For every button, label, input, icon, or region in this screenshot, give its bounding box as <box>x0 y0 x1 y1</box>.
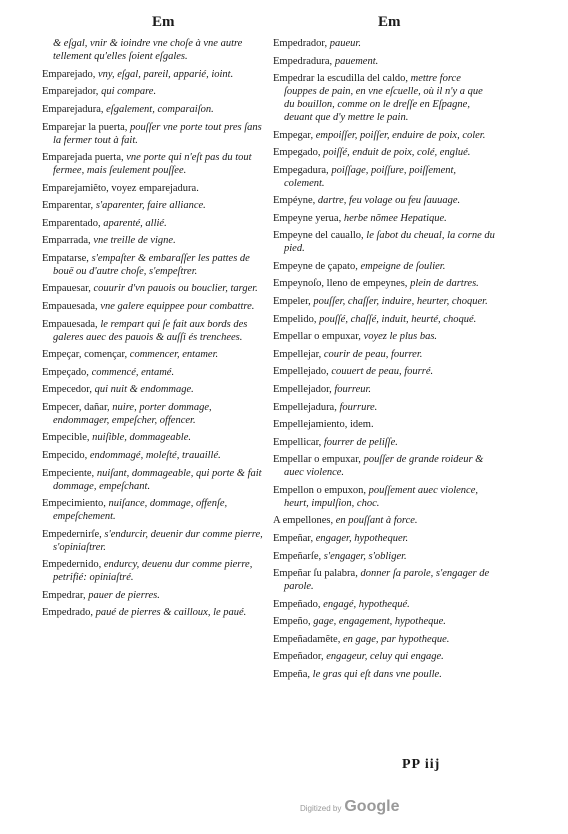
entry-definition: gage, engagement, hypotheque. <box>313 616 446 628</box>
entry-headword: Empellejado, <box>273 366 329 378</box>
dictionary-entry <box>273 230 495 256</box>
dictionary-entry <box>42 384 267 397</box>
dictionary-entry <box>273 331 495 344</box>
dictionary-entry <box>273 147 495 160</box>
dictionary-entry <box>273 384 495 397</box>
entry-definition: qui nuit & endommage. <box>94 384 194 396</box>
entry-definition: pauement. <box>334 55 379 67</box>
entry-definition: eſgalement, comparaiſon. <box>106 104 214 115</box>
entry-definition: nuire, porter dommage, endommager, empeſcher, offencer. <box>53 401 212 426</box>
entry-definition: couurir d'vn pauois ou bouclier, targer. <box>93 283 258 295</box>
right-column <box>273 38 495 687</box>
entry-headword: Empauesar, <box>42 283 91 295</box>
entry-headword: Empeçado, <box>42 366 89 378</box>
dictionary-entry <box>42 283 267 296</box>
entry-headword: Empegadura, <box>273 164 329 176</box>
entry-headword: Empeyne yerua, <box>273 212 342 224</box>
entry-definition: courir de peau, fourrer. <box>323 348 423 360</box>
dictionary-entry <box>273 56 495 69</box>
dictionary-entry <box>273 669 495 682</box>
entry-definition: aparenté, allié. <box>103 217 167 229</box>
entry-definition: poiſſage, poiſſure, poiſſement, colement. <box>284 164 457 189</box>
dictionary-entry <box>273 485 495 511</box>
dictionary-entry <box>273 634 495 647</box>
dictionary-entry <box>42 319 267 345</box>
google-logo: Google <box>344 798 400 815</box>
entry-headword: Empelido, <box>273 313 317 325</box>
entry-definition: s'empaſter & embaraſſer les pattes de bouë ou d'autre choſe, s'empeſtrer. <box>53 252 250 277</box>
entry-headword: Empedernirſe, <box>42 528 102 540</box>
dictionary-entry <box>273 278 495 291</box>
entry-headword: Empegar, <box>273 129 314 141</box>
dictionary-entry <box>42 122 267 148</box>
entry-headword: Empeño, <box>273 616 311 628</box>
entry-definition: s'aparenter, faire alliance. <box>95 200 206 212</box>
dictionary-entry <box>273 402 495 415</box>
dictionary-entry <box>273 551 495 564</box>
dictionary-entry <box>42 349 267 362</box>
digitized-by-label: Digitized by <box>300 804 342 813</box>
entry-headword: Empellar o empuxar, <box>273 454 361 466</box>
left-column <box>42 38 267 625</box>
entry-definition: mettre force ſouppes de pain, en vne eſcuelle, où il n'y a que du bouillon, comme on le dreſſe en Eſpagne, deuant que d'y mettre le pain. <box>284 73 483 123</box>
entry-headword: Empauesada, <box>42 318 98 330</box>
dictionary-entry <box>42 104 267 117</box>
entry-headword: Empecido, <box>42 450 88 462</box>
entry-headword: Empellejador, <box>273 384 332 396</box>
entry-headword: Empedrador, <box>273 38 328 49</box>
entry-definition: vne porte qui n'eſt pas du tout fermee, mais ſeulement pouſſee. <box>53 152 252 176</box>
entry-definition: endurcy, deuenu dur comme pierre, petrifié: opiniaſtré. <box>53 559 253 584</box>
dictionary-entry <box>273 437 495 450</box>
dictionary-entry <box>273 73 495 125</box>
dictionary-entry <box>42 38 267 64</box>
entry-definition: commencer, entamer. <box>129 349 219 361</box>
entry-definition: paué de pierres & cailloux, le paué. <box>95 607 247 619</box>
running-head-left: Em <box>152 14 175 30</box>
dictionary-entry <box>273 599 495 612</box>
entry-headword: Empecible, <box>42 432 90 444</box>
entry-headword: Empellon o empuxon, <box>273 484 367 496</box>
entry-headword: Empatarse, <box>42 252 89 264</box>
entry-definition: vne galere equippee pour combattre. <box>100 301 255 313</box>
entry-definition: en pouſſant à force. <box>335 515 418 527</box>
dictionary-entry <box>273 314 495 327</box>
dictionary-entry <box>273 419 495 432</box>
entry-headword: A empellones, <box>273 515 334 527</box>
entry-headword: Empedrado, <box>42 607 94 619</box>
entry-definition: pauer de pierres. <box>88 589 160 601</box>
dictionary-entry <box>42 590 267 603</box>
entry-definition: couuert de peau, fourré. <box>331 366 434 378</box>
entry-headword: Empecer, dañar, <box>42 401 110 413</box>
dictionary-entry <box>42 183 267 196</box>
entry-definition: nuiſant, dommageable, qui porte & fait dommage, empeſchant. <box>53 467 262 492</box>
entry-headword: Emparejadura, <box>42 104 104 115</box>
entry-headword: Empeña, <box>273 669 311 681</box>
dictionary-entry <box>42 450 267 463</box>
entry-headword: Emparentar, <box>42 200 94 212</box>
dictionary-entry <box>273 366 495 379</box>
dictionary-entry <box>273 568 495 594</box>
entry-definition: le rempart qui ſe fait aux bords des galeres auec des pauois & auſſi és trenchees. <box>53 318 248 343</box>
entry-headword: Empellicar, <box>273 436 322 448</box>
entry-headword: Empeñarſe, <box>273 550 322 562</box>
dictionary-entry <box>273 195 495 208</box>
entry-definition: fourrure. <box>339 401 378 413</box>
entry-definition: plein de dartres. <box>410 278 479 290</box>
entry-headword: Emparentado, <box>42 217 101 229</box>
entry-definition: empoiſſer, poiſſer, enduire de poix, coler. <box>315 129 486 141</box>
entry-headword: Empecedor, <box>42 384 93 396</box>
dictionary-entry <box>42 253 267 279</box>
dictionary-entry <box>273 349 495 362</box>
entry-definition: voyez le plus bas. <box>363 331 438 343</box>
entry-headword: Emparejado, <box>42 68 96 80</box>
entry-headword: Empecimiento, <box>42 498 106 510</box>
entry-definition: commencé, entamé. <box>91 366 175 378</box>
dictionary-entry <box>273 130 495 143</box>
entry-definition: en gage, par hypotheque. <box>342 633 450 645</box>
dictionary-entry <box>273 533 495 546</box>
entry-definition: qui compare. <box>101 86 157 98</box>
entry-headword: Emparejamiẽto, voyez emparejadura. <box>42 182 199 194</box>
dictionary-entry <box>273 213 495 226</box>
signature-mark: PP iij <box>402 757 441 772</box>
entry-headword: Empeñar ſu palabra, <box>273 568 358 580</box>
dictionary-entry <box>273 38 495 51</box>
dictionary-entry <box>273 616 495 629</box>
dictionary-entry <box>42 468 267 494</box>
entry-definition: & eſgal, vnir & ioindre vne choſe à vne autre tellement qu'elles ſoient eſgales. <box>53 38 243 62</box>
entry-headword: Empeñar, <box>273 533 314 544</box>
entry-definition: dartre, feu volage ou feu ſauuage. <box>317 195 461 207</box>
entry-definition: paueur. <box>329 38 361 49</box>
entry-headword: Empeñadamẽte, <box>273 633 341 645</box>
entry-headword: Empedrar, <box>42 589 86 601</box>
dictionary-entry <box>42 402 267 428</box>
entry-headword: Empeyne del cauallo, <box>273 230 364 242</box>
entry-definition: nuiſible, dommageable. <box>92 432 192 444</box>
entry-headword: Empedrar la escudilla del caldo, <box>273 73 408 85</box>
entry-definition: pouſſer vne porte tout pres ſans la fermer tout à fait. <box>53 121 262 146</box>
dictionary-entry <box>42 69 267 82</box>
entry-definition: le gras qui eſt dans vne poulle. <box>312 669 442 681</box>
entry-headword: Empegado, <box>273 147 321 159</box>
entry-headword: Empellar o empuxar, <box>273 331 361 343</box>
entry-headword: Emparejada puerta, <box>42 152 124 164</box>
entry-headword: Empeler, <box>273 296 311 308</box>
running-head-right: Em <box>378 14 401 30</box>
entry-headword: Empeñador, <box>273 651 324 663</box>
dictionary-entry <box>273 515 495 528</box>
dictionary-entry <box>273 651 495 664</box>
entry-definition: pouſſer de grande roideur & auec violence. <box>284 454 484 479</box>
entry-definition: pouſſement auec violence, heurt, impulſion, choc. <box>284 484 478 509</box>
entry-headword: Empeynoſo, lleno de empeynes, <box>273 278 408 290</box>
entry-definition: s'endurcir, deuenir dur comme pierre, s'opiniaſtrer. <box>53 528 263 553</box>
digitized-by-watermark <box>300 798 399 816</box>
entry-headword: Empedradura, <box>273 55 333 67</box>
dictionary-entry <box>42 432 267 445</box>
dictionary-entry <box>42 152 267 178</box>
dictionary-entry <box>42 235 267 248</box>
dictionary-entry <box>42 529 267 555</box>
entry-definition: nuiſance, dommage, offenſe, empeſchement. <box>53 498 228 523</box>
dictionary-entry <box>273 296 495 309</box>
dictionary-entry <box>42 301 267 314</box>
entry-headword: Empeçar, començar, <box>42 349 128 361</box>
dictionary-entry <box>273 454 495 480</box>
entry-definition: engageur, celuy qui engage. <box>326 651 444 663</box>
dictionary-entry <box>273 165 495 191</box>
entry-definition: vny, eſgal, pareil, apparié, ioint. <box>97 68 234 80</box>
entry-definition: poiſſé, enduit de poix, colé, englué. <box>323 147 471 159</box>
entry-headword: Empellejadura, <box>273 401 337 413</box>
entry-definition: empeigne de ſoulier. <box>360 260 446 272</box>
entry-definition: endommagé, moleſté, trauaillé. <box>89 450 221 462</box>
entry-definition: s'engager, s'obliger. <box>323 550 407 562</box>
entry-definition: pouſſer, chaſſer, induire, heurter, choquer. <box>313 296 488 308</box>
entry-headword: Empéyne, <box>273 195 316 207</box>
dictionary-entry <box>42 218 267 231</box>
entry-headword: Emparejar la puerta, <box>42 121 128 133</box>
dictionary-entry <box>42 86 267 99</box>
entry-definition: vne treille de vigne. <box>93 235 176 247</box>
entry-definition: donner ſa parole, s'engager de parole. <box>284 568 490 593</box>
dictionary-entry <box>273 261 495 274</box>
dictionary-entry <box>42 607 267 620</box>
entry-definition: fourrer de peliſſe. <box>323 436 398 448</box>
entry-headword: Emparrada, <box>42 235 91 247</box>
entry-headword: Empellejamiento, idem. <box>273 419 374 431</box>
entry-headword: Empedernido, <box>42 559 102 571</box>
dictionary-entry <box>42 200 267 213</box>
dictionary-entry <box>42 559 267 585</box>
entry-headword: Emparejador, <box>42 86 99 98</box>
entry-headword: Empeyne de çapato, <box>273 260 358 272</box>
entry-definition: pouſſé, chaſſé, induit, heurté, choqué. <box>319 313 477 325</box>
entry-definition: herbe nõmee Hepatique. <box>343 212 447 224</box>
entry-headword: Empeciente, <box>42 467 95 479</box>
dictionary-entry <box>42 498 267 524</box>
entry-definition: fourreur. <box>334 384 372 396</box>
dictionary-entry <box>42 367 267 380</box>
entry-headword: Empauesada, <box>42 301 98 313</box>
entry-definition: le ſabot du cheual, la corne du pied. <box>284 230 495 255</box>
entry-definition: engagé, hypothequé. <box>323 598 410 610</box>
entry-headword: Empellejar, <box>273 348 322 360</box>
entry-definition: engager, hypothequer. <box>315 533 409 544</box>
entry-headword: Empeñado, <box>273 598 321 610</box>
